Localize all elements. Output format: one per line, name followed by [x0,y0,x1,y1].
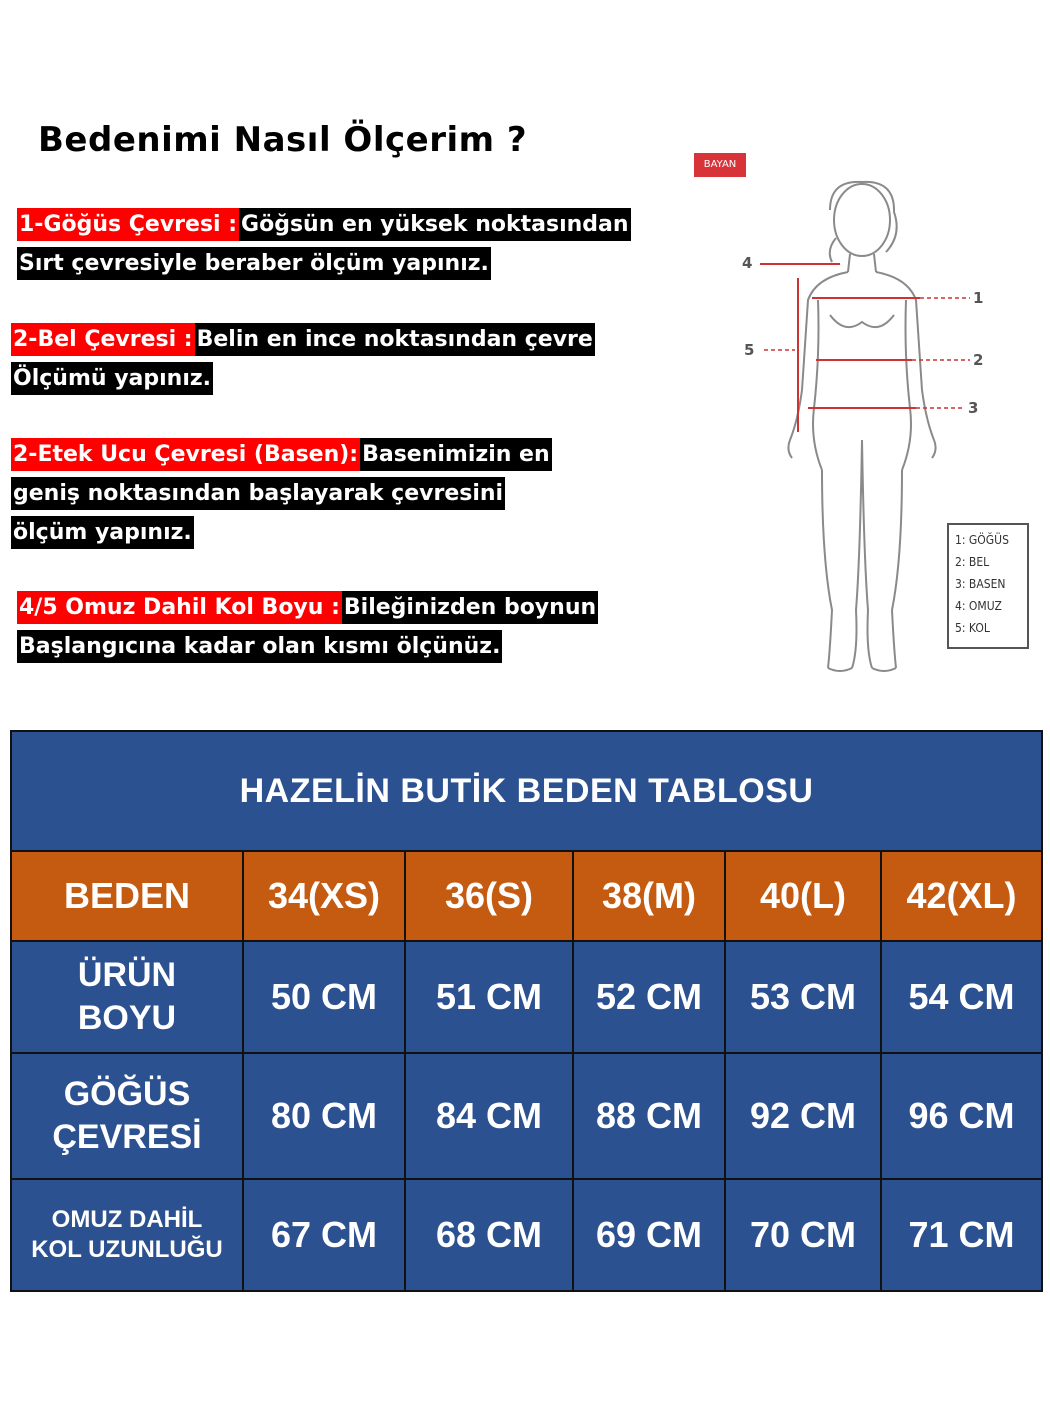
table-cell: 84 CM [405,1053,573,1179]
instruction-text: Basenimizin en [360,438,552,471]
instruction-text: Belin en ince noktasından çevre [195,323,595,356]
gender-badge: BAYAN [694,153,746,177]
table-header-row [11,851,1042,941]
table-header-cell: 36(S) [405,851,573,941]
instruction-sleeve [17,588,598,666]
table-cell: 68 CM [405,1179,573,1291]
table-header-cell: 40(L) [725,851,881,941]
table-cell: 52 CM [573,941,725,1053]
instruction-text: Başlangıcına kadar olan kısmı ölçünüz. [17,630,502,663]
legend-item: 5: KOL [955,621,990,635]
row-label [11,1053,243,1179]
legend-item: 2: BEL [955,555,990,569]
row-label-line: BOYU [77,999,177,1037]
instruction-waist [11,320,595,398]
table-row [11,1053,1042,1179]
table-cell: 92 CM [725,1053,881,1179]
row-label-line: GÖĞÜS [63,1075,191,1113]
instruction-chest [17,205,631,283]
instruction-hip [11,435,552,552]
table-cell: 80 CM [243,1053,405,1179]
instruction-text: ölçüm yapınız. [11,516,194,549]
table-header-cell: 38(M) [573,851,725,941]
legend-item: 4: OMUZ [955,599,1002,613]
instruction-text: Göğsün en yüksek noktasından [239,208,631,241]
table-cell: 50 CM [243,941,405,1053]
row-label-line: OMUZ DAHİL [51,1206,203,1233]
table-cell: 69 CM [573,1179,725,1291]
table-cell: 71 CM [881,1179,1042,1291]
table-cell: 96 CM [881,1053,1042,1179]
legend-item: 3: BASEN [955,577,1006,591]
instruction-label: 2-Etek Ucu Çevresi (Basen): [11,438,360,471]
table-header-cell: BEDEN [11,851,243,941]
instruction-text: Ölçümü yapınız. [11,362,213,395]
instruction-label: 4/5 Omuz Dahil Kol Boyu : [17,591,342,624]
table-cell: 70 CM [725,1179,881,1291]
table-cell: 88 CM [573,1053,725,1179]
row-label [11,941,243,1053]
measure-number: 5 [744,341,755,359]
table-cell: 67 CM [243,1179,405,1291]
row-label-line: ÜRÜN [77,956,177,994]
table-row [11,941,1042,1053]
instruction-text: Bileğinizden boynun [342,591,598,624]
figure-legend [947,523,1029,649]
table-title: HAZELİN BUTİK BEDEN TABLOSU [11,731,1042,851]
size-table [10,730,1043,1292]
instruction-text: geniş noktasından başlayarak çevresini [11,477,505,510]
table-cell: 54 CM [881,941,1042,1053]
legend-item: 1: GÖĞÜS [955,533,1009,547]
table-cell: 53 CM [725,941,881,1053]
row-label-line: ÇEVRESİ [52,1118,202,1156]
body-measurement-figure [680,140,1040,700]
instruction-text: Sırt çevresiyle beraber ölçüm yapınız. [17,247,491,280]
row-label-line: KOL UZUNLUĞU [31,1236,223,1263]
row-label [11,1179,243,1291]
table-header-cell: 34(XS) [243,851,405,941]
measure-number: 1 [973,289,984,307]
table-cell: 51 CM [405,941,573,1053]
page-title: Bedenimi Nasıl Ölçerim ? [38,120,528,160]
measure-number: 3 [968,399,979,417]
measure-number: 2 [973,351,984,369]
instruction-label: 1-Göğüs Çevresi : [17,208,239,241]
table-row [11,1179,1042,1291]
measure-number: 4 [742,254,753,272]
instruction-label: 2-Bel Çevresi : [11,323,195,356]
table-header-cell: 42(XL) [881,851,1042,941]
